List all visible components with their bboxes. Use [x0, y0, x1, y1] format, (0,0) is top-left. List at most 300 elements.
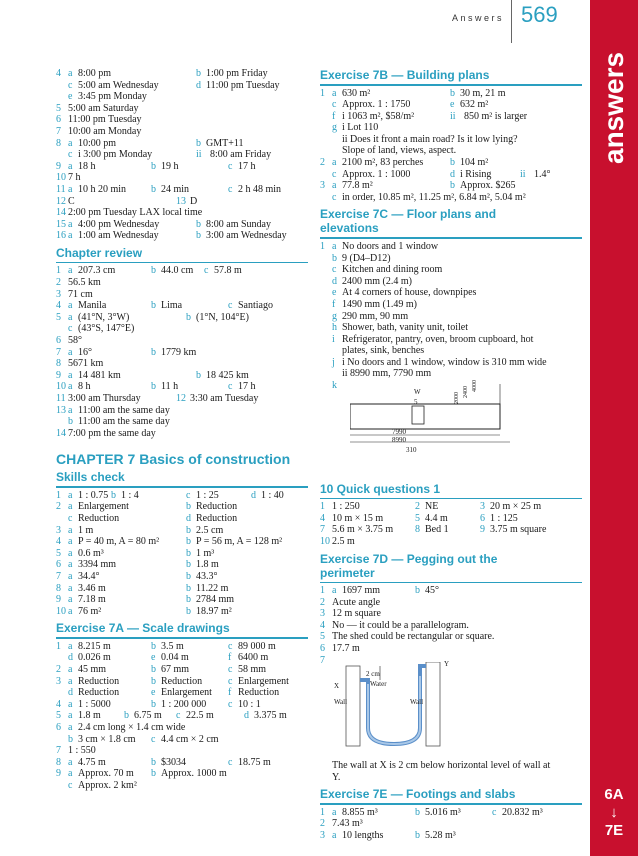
question-number: 8	[56, 582, 61, 594]
part-label: c	[228, 183, 233, 195]
answer-text: Reduction	[78, 687, 120, 699]
part-label: a	[68, 346, 73, 358]
part-label: c	[68, 79, 73, 91]
part-label: a	[68, 547, 73, 559]
part-label: c	[204, 265, 209, 277]
u-tube-diagram	[320, 660, 582, 758]
left-wall	[346, 666, 360, 746]
answer-text: 1.8 m	[78, 710, 101, 722]
answer-row	[56, 710, 308, 722]
answer-row	[56, 606, 308, 618]
part-label: c	[176, 710, 181, 722]
part-label: a	[332, 806, 337, 818]
part-label: b	[186, 594, 191, 606]
question-number: 5	[56, 710, 61, 722]
part-label: c	[186, 489, 191, 501]
answer-row	[56, 559, 308, 571]
answer-text: i No doors and 1 window, window is 310 mm wide	[342, 356, 547, 368]
answer-text: 10:00 am Monday	[68, 125, 142, 137]
section-title-exercise-7d-line2: perimeter	[320, 565, 375, 580]
answer-text: 2.5 cm	[196, 524, 224, 536]
answer-text: 5.016 m³	[425, 806, 461, 818]
answer-text: 8:00 pm	[78, 68, 112, 79]
part-label: ii	[520, 168, 526, 180]
part-label: c	[68, 513, 73, 524]
answer-text: 2.4 cm long × 1.4 cm wide	[78, 722, 186, 733]
answer-text: 56.5 km	[68, 277, 101, 288]
answer-text: ii Does it front a main road? Is it low lying?	[342, 133, 518, 145]
right-column	[320, 68, 582, 842]
part-label: b	[186, 547, 191, 559]
answer-text: P = 40 m, A = 80 m²	[78, 536, 160, 548]
answer-text: 630 m²	[342, 87, 371, 99]
answer-text: 3.375 m	[254, 710, 287, 722]
answer-text: Approx. 70 m	[78, 768, 134, 780]
answer-text: 3.5 m	[161, 640, 184, 652]
part-label: b	[151, 640, 156, 652]
right-wall	[426, 662, 440, 746]
dim-310: 310	[406, 445, 417, 454]
answer-text: 1:00 am Wednesday	[78, 230, 159, 242]
answer-text: No doors and 1 window	[342, 240, 439, 252]
part-label: c	[332, 99, 337, 111]
answer-row	[56, 536, 308, 548]
question-number: 10	[320, 535, 330, 547]
answer-text: $3034	[161, 756, 186, 768]
answer-row	[320, 643, 582, 655]
answer-row	[56, 780, 308, 792]
answer-row	[56, 768, 308, 780]
question-number: 9	[56, 594, 61, 606]
question-number: 3	[480, 501, 485, 513]
question-number: 3	[56, 288, 61, 300]
part-label: a	[68, 404, 73, 416]
question-number: 7	[56, 570, 61, 582]
question-number: 1	[320, 585, 325, 597]
part-label: a	[68, 722, 73, 733]
part-label: a	[68, 640, 73, 652]
question-number: 4	[320, 619, 325, 631]
answer-row	[320, 264, 582, 276]
part-label: a	[332, 87, 337, 99]
question-number: 2	[56, 277, 61, 288]
answer-text: plates, sink, benches	[342, 345, 425, 357]
part-label: g	[332, 122, 337, 134]
answer-text: 0.04 m	[161, 652, 189, 664]
answer-text: 10 : 1	[238, 698, 261, 710]
answer-row	[56, 676, 308, 688]
answer-row	[320, 99, 582, 111]
chapter-title: CHAPTER 7 Basics of construction	[56, 451, 291, 468]
answer-text: 17 h	[238, 381, 256, 393]
answer-text: 2 h 48 min	[238, 183, 282, 195]
question-number: 8	[56, 358, 61, 370]
question-number: 5	[56, 311, 61, 323]
answer-text: 1.4°	[534, 168, 551, 180]
question-number: 2	[56, 501, 61, 513]
question-number: 14	[56, 427, 66, 439]
part-label: a	[68, 675, 73, 687]
answers-sidebar	[590, 0, 638, 856]
answer-row	[56, 381, 308, 393]
answer-text: 30 m, 21 m	[460, 87, 506, 99]
part-label: a	[68, 300, 73, 312]
section-rule	[56, 262, 308, 264]
answer-row	[56, 138, 308, 150]
part-label: a	[68, 501, 73, 513]
answer-text: 4.75 m	[78, 756, 106, 768]
answer-text: 1697 mm	[342, 585, 381, 597]
question-number: 9	[56, 369, 61, 381]
answer-text: i 1063 m², $58/m²	[342, 110, 415, 122]
question-number: 5	[415, 512, 420, 524]
sidebar-range	[590, 786, 638, 840]
chapter-review-answers	[56, 265, 308, 439]
answer-text: 5:00 am Wednesday	[78, 79, 159, 91]
question-number: 8	[56, 137, 61, 149]
answer-text: 12 m square	[332, 608, 381, 620]
dim-8990: 8990	[392, 435, 406, 444]
answer-text: 3:00 am Wednesday	[206, 230, 287, 242]
part-label: b	[151, 381, 156, 393]
part-label: a	[68, 594, 73, 606]
answer-row	[320, 192, 582, 204]
answer-row	[56, 571, 308, 583]
answer-text: 1 : 200 000	[161, 698, 207, 710]
question-number: 1	[320, 501, 325, 513]
answer-text: 2400 mm (2.4 m)	[342, 275, 412, 287]
left-column	[56, 68, 308, 792]
answer-row	[56, 734, 308, 746]
answer-text: Manila	[78, 300, 107, 312]
answer-row	[56, 699, 308, 711]
elevation-drawing	[350, 384, 550, 454]
part-label: b	[151, 756, 156, 768]
part-label: d	[251, 489, 256, 501]
answer-row	[56, 219, 308, 231]
question-number: 8	[415, 524, 420, 536]
answer-text: 10 h 20 min	[78, 183, 127, 195]
answer-text: 11:00 am the same day	[78, 404, 170, 416]
question-number: 6	[56, 559, 61, 571]
answer-row	[56, 358, 308, 370]
answer-text: 8:00 am Sunday	[206, 218, 271, 230]
window-outline	[412, 406, 424, 424]
answer-text: 45°	[425, 585, 439, 597]
answer-text: 5.6 m × 3.75 m	[332, 524, 394, 536]
answer-text: Approx. $265	[460, 180, 516, 192]
answer-text: Santiago	[238, 300, 273, 312]
part-label: d	[332, 275, 337, 287]
part-label: d	[68, 652, 73, 664]
section-title-exercise-7e: Exercise 7E — Footings and slabs	[320, 787, 516, 802]
answer-text: NE	[425, 501, 439, 513]
answer-row	[56, 594, 308, 606]
answer-text: 17 h	[238, 160, 256, 172]
answer-row	[56, 428, 308, 440]
answer-row	[56, 312, 308, 324]
question-number: 1	[56, 265, 61, 277]
question-number: 1	[56, 489, 61, 501]
arrow-down-icon: ↓	[610, 804, 618, 821]
answer-row	[320, 311, 582, 323]
answer-row	[56, 757, 308, 769]
part-label: c	[68, 149, 73, 161]
answer-row	[56, 687, 308, 699]
answer-text: 18 h	[78, 160, 96, 172]
label-water: Water	[370, 680, 387, 689]
answer-text: 4:00 pm Wednesday	[78, 218, 160, 230]
section-rule	[320, 498, 582, 500]
part-label: a	[68, 524, 73, 536]
answer-row	[320, 334, 582, 346]
part-label: j	[332, 356, 335, 368]
part-label: h	[332, 322, 337, 334]
question-number: 11	[56, 183, 66, 195]
part-label: c	[151, 733, 156, 745]
part-label: b	[186, 559, 191, 571]
answer-text: 1 m	[78, 524, 94, 536]
answer-text: 1 : 25	[196, 489, 219, 501]
answer-text: Approx. 1 : 1000	[342, 168, 411, 180]
part-label: c	[228, 381, 233, 393]
answer-text: 7.18 m	[78, 594, 106, 606]
exercise-7a-answers	[56, 641, 308, 792]
answer-text: 44.0 cm	[161, 265, 194, 277]
part-label: d	[68, 687, 73, 699]
exercise-7c-answers	[320, 241, 582, 392]
answer-row	[56, 277, 308, 289]
answer-text: 43.3°	[196, 570, 218, 582]
answer-row	[320, 111, 582, 123]
part-label: e	[151, 652, 156, 664]
answer-row	[320, 88, 582, 100]
answer-text: 1 : 5000	[78, 698, 111, 710]
answer-text: 20.832 m³	[502, 806, 543, 818]
answer-text: 8.855 m³	[342, 806, 378, 818]
part-label: d	[450, 168, 455, 180]
answer-text: 7.43 m³	[332, 818, 363, 830]
question-number: 2	[320, 818, 325, 830]
part-label: a	[332, 157, 337, 169]
part-label: b	[186, 311, 191, 323]
question-number: 12	[176, 392, 186, 404]
question-number: 16	[56, 230, 66, 242]
answer-text: 0.026 m	[78, 652, 111, 664]
part-label: f	[228, 687, 232, 699]
label-wall-right: Wall	[410, 698, 424, 707]
answer-text: 14 481 km	[78, 369, 121, 381]
part-label: c	[332, 168, 337, 180]
part-label: b	[151, 160, 156, 172]
header-divider	[511, 0, 512, 43]
answer-text: Reduction	[78, 513, 120, 524]
part-label: b	[151, 183, 156, 195]
question-number: 14	[56, 207, 66, 219]
part-label: a	[68, 68, 73, 79]
answers-6-continued	[56, 68, 308, 242]
part-label: c	[492, 806, 497, 818]
answer-text: Bed 1	[425, 524, 449, 536]
answer-text: ii 8990 mm, 7790 mm	[342, 368, 432, 380]
section-title-chapter-review: Chapter review	[56, 245, 143, 260]
part-label: b	[151, 698, 156, 710]
answer-row	[320, 608, 582, 620]
answer-text: D	[190, 195, 198, 207]
section-title-exercise-7a: Exercise 7A — Scale drawings	[56, 621, 230, 636]
answer-text: 1 m³	[196, 547, 215, 559]
part-label: b	[151, 664, 156, 676]
answer-text: 1 : 125	[490, 512, 518, 524]
answer-text: 3:30 am Tuesday	[190, 392, 259, 404]
answer-text: 11:00 pm Tuesday	[206, 79, 280, 91]
answer-text: 11.22 m	[196, 582, 229, 594]
answer-row	[56, 184, 308, 196]
part-label: a	[332, 830, 337, 842]
question-number: 7	[320, 654, 325, 666]
answer-text: GMT+11	[206, 137, 244, 149]
exercise-7e-answers	[320, 807, 582, 842]
question-number: 4	[56, 698, 61, 710]
part-label: b	[196, 230, 201, 242]
part-label: i	[332, 333, 335, 345]
answer-row	[56, 583, 308, 595]
answer-text: 1 : 250	[332, 501, 360, 513]
question-number: 1	[320, 240, 325, 252]
answer-text: 11:00 am the same day	[78, 416, 170, 428]
part-label: b	[68, 416, 73, 428]
answer-text: Refrigerator, pantry, oven, broom cupboard, hot	[342, 333, 534, 345]
answer-text: 1 : 550	[68, 745, 96, 757]
answer-text: Lima	[161, 300, 183, 312]
answer-text: 5671 km	[68, 358, 104, 370]
answer-row	[320, 524, 582, 536]
answer-row	[56, 300, 308, 312]
answer-text: 2784 mm	[196, 594, 235, 606]
answer-text: (41°N, 3°W)	[78, 311, 130, 323]
answer-row	[320, 145, 582, 157]
part-label: b	[196, 218, 201, 230]
part-label: b	[450, 157, 455, 169]
part-label: a	[68, 183, 73, 195]
section-rule	[56, 637, 308, 639]
question-number: 6	[56, 722, 61, 733]
part-label: ii	[450, 110, 456, 122]
part-label: c	[332, 264, 337, 276]
section-title-exercise-7c-line2: elevations	[320, 221, 379, 236]
part-label: b	[450, 180, 455, 192]
answer-text: C	[68, 195, 75, 207]
answer-text: 18 425 km	[206, 369, 249, 381]
question-number: 15	[56, 218, 66, 230]
answer-text: 45 mm	[78, 664, 107, 676]
answer-text: Approx. 1000 m	[161, 768, 227, 780]
part-label: c	[228, 300, 233, 312]
answer-text: 76 m²	[78, 605, 102, 617]
answer-text: 11:00 pm Tuesday	[68, 114, 142, 126]
part-label: a	[68, 582, 73, 594]
section-rule	[320, 582, 582, 584]
answer-row	[56, 196, 308, 208]
answer-text: 3:00 am Thursday	[68, 392, 141, 404]
u-tube-drawing	[340, 662, 460, 752]
answer-row	[56, 416, 308, 428]
question-number: 10	[56, 381, 66, 393]
answer-row	[320, 322, 582, 334]
answer-text: 104 m²	[460, 157, 489, 169]
answer-row	[56, 149, 308, 161]
part-label: ii	[196, 149, 202, 161]
part-label: e	[450, 99, 455, 111]
question-number: 2	[320, 596, 325, 608]
answer-text: i Rising	[460, 168, 492, 180]
question-number: 4	[56, 536, 61, 548]
exercise-7d-answers	[320, 585, 582, 669]
question-number: 5	[56, 547, 61, 559]
answer-row	[320, 122, 582, 134]
part-label: c	[228, 160, 233, 172]
section-title-skills-check: Skills check	[56, 470, 125, 485]
part-label: a	[68, 756, 73, 768]
answer-text: 19 h	[161, 160, 179, 172]
dim-7990: 7990	[392, 427, 406, 436]
answer-text: Enlargement	[78, 501, 129, 513]
label-y: Y	[444, 660, 450, 669]
range-top: 6A	[604, 786, 624, 803]
answer-text: 8:00 am Friday	[210, 149, 272, 161]
section-rule	[56, 486, 308, 488]
section-rule	[320, 237, 582, 239]
part-label: b	[196, 137, 201, 149]
answer-text: Slope of land, views, aspect.	[342, 145, 457, 157]
section-title-exercise-7b: Exercise 7B — Building plans	[320, 68, 490, 82]
answer-row	[320, 357, 582, 369]
answer-text: 71 cm	[68, 288, 93, 300]
question-number: 6	[56, 334, 61, 346]
question-number: 8	[56, 756, 61, 768]
question-number: 10	[56, 605, 66, 617]
answer-row	[320, 620, 582, 632]
part-label: a	[332, 585, 337, 597]
question-number: 9	[56, 768, 61, 780]
answer-text: 6400 m	[238, 652, 269, 664]
answer-row	[56, 745, 308, 757]
answer-row	[320, 253, 582, 265]
answer-text: i Lot 110	[342, 122, 379, 134]
answer-text: 2:00 pm Tuesday LAX local time	[68, 207, 203, 219]
answer-row	[56, 641, 308, 653]
answer-text: 3.46 m	[78, 582, 106, 594]
part-label: c	[228, 756, 233, 768]
answer-row	[320, 169, 582, 181]
answer-row	[320, 807, 582, 819]
question-number: 3	[56, 675, 61, 687]
answer-text: 58 mm	[238, 664, 267, 676]
section-rule	[320, 84, 582, 86]
part-label: b	[415, 585, 420, 597]
part-label: a	[68, 698, 73, 710]
answer-text: 7 h	[68, 172, 81, 184]
answer-row	[56, 265, 308, 277]
answer-text: 10 m × 15 m	[332, 512, 384, 524]
part-label: a	[68, 710, 73, 722]
answer-text: Acute angle	[332, 596, 381, 608]
question-number: 7	[56, 125, 61, 137]
answer-text: 58°	[68, 334, 82, 346]
answer-text: 0.6 m³	[78, 547, 104, 559]
part-label: a	[332, 240, 337, 252]
answer-text: 57.8 m	[214, 265, 242, 277]
